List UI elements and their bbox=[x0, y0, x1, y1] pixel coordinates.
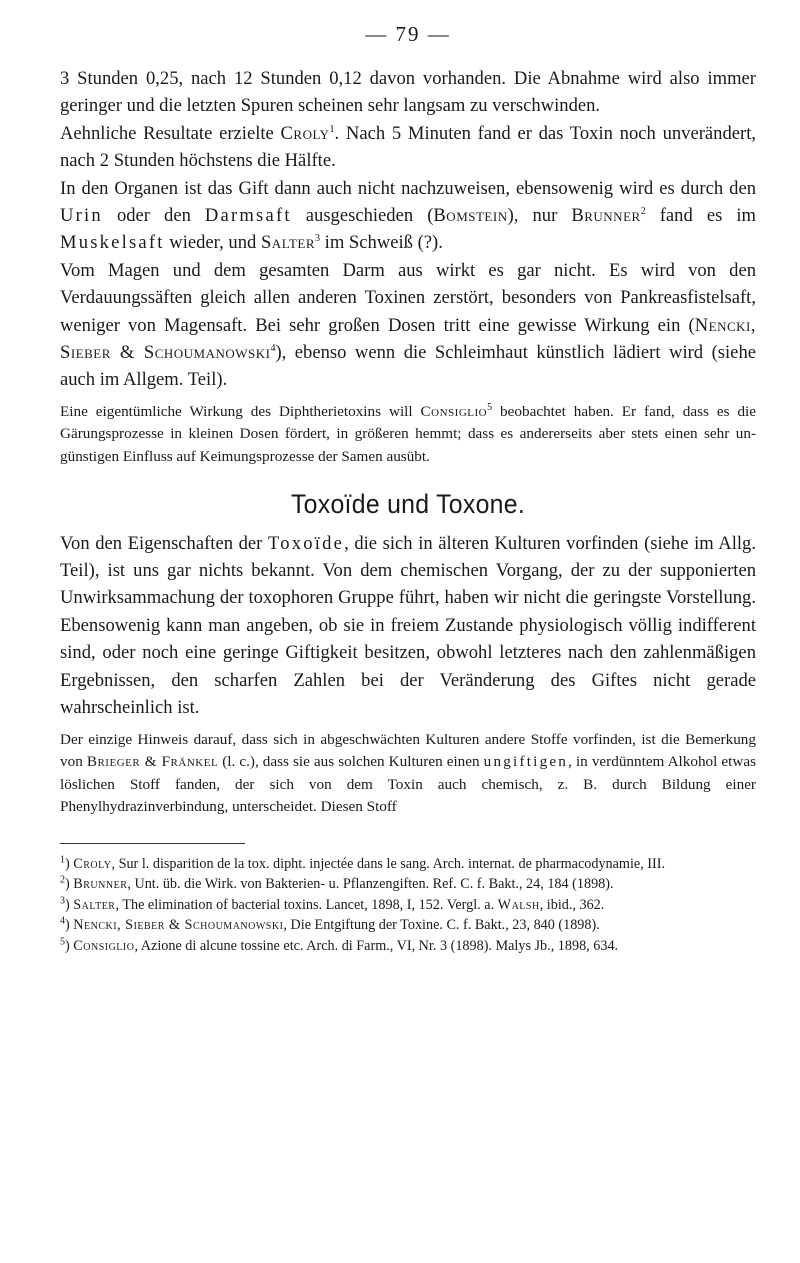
text: Vom Magen und dem gesamten Darm aus wirkt es gar nicht. Es wird von den Verdauungssäften gleich allen anderen Toxinen zerstört, besonders von Pankreasfistelsaft, weniger von Magensaft. Bei sehr großen Dosen tritt eine gewisse Wirkung ein ( bbox=[60, 259, 756, 336]
text: Eine eigentümliche Wirkung des Diphtherietoxins will bbox=[60, 402, 421, 420]
text: , in verdünntem Alkohol etwas löslichen Stoff fanden, der sich von dem Toxin auch chemisch, z. B. durch Bildung einer Phenylhydrazinverbindung, unterscheidet. Diesen Stoff bbox=[60, 753, 756, 816]
footnote-ref: 1 bbox=[329, 123, 335, 135]
footnote-number: 1 bbox=[60, 854, 65, 866]
author-name: Salter bbox=[73, 896, 116, 913]
text: (l. c.), dass sie aus solchen Kulturen einen bbox=[218, 753, 484, 771]
text: beobachtet haben. Er fand, dass es die Gärungsprozesse in kleinen Dosen fördert, in größeren hemmt; dass es andererseits aber stets einen sehr ungünstigen Einfluss auf Keimungsprozesse der Samen ausübt. bbox=[60, 402, 756, 466]
author-name: Consiglio bbox=[73, 937, 135, 954]
author-name: Croly bbox=[73, 855, 112, 872]
text: Der einzige Hinweis darauf, dass sich in abgeschwächten Kulturen andere Stoffe vorfinden, ist die Bemerkung von bbox=[60, 730, 756, 771]
paragraph-2 bbox=[60, 120, 756, 175]
emphasis: Toxoïde bbox=[267, 532, 345, 554]
text: ausgeschieden ( bbox=[291, 205, 434, 227]
text: ), ebenso wenn die Schleimhaut künstlich lädiert wird (siehe auch im Allgem. Teil). bbox=[60, 342, 756, 391]
footnote-text: , Die Entgiftung der Toxine. C. f. Bakt., 23, 840 (1898). bbox=[283, 917, 600, 934]
text: In den Organen ist das Gift dann auch nicht nachzuweisen, ebensowenig wird es durch den bbox=[60, 177, 756, 199]
small-paragraph-1 bbox=[60, 401, 756, 469]
author-name: Nencki, Sieber & Schoumanowski bbox=[60, 314, 756, 364]
footnote-number: 5 bbox=[60, 935, 65, 947]
footnote-number: 3 bbox=[60, 894, 65, 906]
footnote: $^2$) Brunner, Unt. üb. die Wirk. von Bakterien- u. Pflanzengiften. Ref. C. f. Bakt., 24, 184 (1898). bbox=[60, 874, 614, 893]
author-name: Consiglio bbox=[420, 402, 488, 420]
footnote-ref: 3 bbox=[315, 233, 320, 245]
author-name: Bomstein bbox=[433, 205, 508, 227]
footnote-text: , ibid., 362. bbox=[539, 896, 605, 913]
footnote-ref: 5 bbox=[487, 401, 493, 413]
author-name: Brieger & Fränkel bbox=[86, 753, 219, 771]
footnote: $^1$) Croly, Sur l. disparition de la tox. dipht. injectée dans le sang. Arch. internat. de pharmacodynamie, III. bbox=[60, 854, 666, 872]
footnote: $^3$) Salter, The elimination of bacterial toxins. Lancet, 1898, I, 152. Vergl. a. Walsh, ibid., 362. bbox=[60, 894, 605, 913]
footnote: $^5$) Consiglio, Azione di alcune tossine etc. Arch. di Farm., VI, Nr. 3 (1898). Malys Jb., 1898, 634. bbox=[60, 935, 619, 954]
author-name: Brunner bbox=[73, 876, 128, 893]
footnote-ref: 4 bbox=[270, 342, 276, 354]
text: , die sich in älteren Kulturen vorfinden (siehe im Allg. Teil), ist uns gar nichts bekannt. Von dem chemischen Vorgang, der zu der supponierten Unwirksammachung der toxophoren Gruppe führt, haben wir nicht die geringste Vorstellung. Ebensowenig kann man angeben, ob sie in freiem Zustande physiologisch völlig indifferent sind, oder noch eine geringe Giftigkeit besitzen, obwohl letzteres nach den zahlenmäßigen Ergebnissen, den scharfen Zahlen bei der Veränderung des Giftes nicht gerade wahrscheinlich ist. bbox=[60, 532, 757, 719]
paragraph-6 bbox=[60, 530, 756, 722]
footnote-divider bbox=[60, 843, 245, 844]
emphasis: Urin bbox=[60, 205, 103, 227]
footnote-ref: 2 bbox=[640, 205, 646, 217]
author-name: Nencki, Sieber & Schoumanowski bbox=[73, 917, 284, 934]
paragraph-1 bbox=[60, 65, 756, 120]
text: ), nur bbox=[507, 205, 572, 227]
small-paragraph-2 bbox=[60, 729, 756, 819]
footnote-text: , Azione di alcune tossine etc. Arch. di Farm., VI, Nr. 3 (1898). Malys Jb., 1898, 634. bbox=[134, 937, 619, 954]
author-name: Brunner bbox=[571, 205, 641, 227]
footnote-number: 2 bbox=[60, 874, 65, 886]
author-name: Walsh bbox=[497, 896, 540, 913]
author-name: Croly bbox=[280, 122, 330, 144]
page-number: — 79 — bbox=[365, 22, 451, 46]
footnote-text: , The elimination of bacterial toxins. Lancet, 1898, I, 152. Vergl. a. bbox=[115, 896, 498, 913]
footnote-number: 4 bbox=[60, 915, 65, 927]
text: . Nach 5 Minuten fand er das Toxin noch unverändert, nach 2 Stunden höchstens die Hälfte. bbox=[60, 122, 757, 172]
emphasis: Muskelsaft bbox=[60, 232, 165, 254]
footnote-text: , Sur l. disparition de la tox. dipht. injectée dans le sang. Arch. internat. de pharmacodynamie, III. bbox=[111, 855, 666, 872]
emphasis: ungiftigen bbox=[483, 753, 569, 771]
text: Von den Eigenschaften der bbox=[60, 532, 268, 554]
paragraph-4 bbox=[60, 257, 756, 394]
paragraph-3 bbox=[60, 175, 756, 257]
emphasis: Darmsaft bbox=[204, 205, 292, 227]
text: 3 Stunden 0,25, nach 12 Stunden 0,12 davon vorhanden. Die Abnahme wird also immer geringer und die letzten Spuren scheinen sehr langsam zu verschwinden. bbox=[60, 68, 756, 117]
section-heading: Toxoïde und Toxone. bbox=[290, 488, 526, 519]
footnotes bbox=[60, 854, 756, 956]
text: im Schweiß (?). bbox=[320, 232, 443, 254]
author-name: Salter bbox=[260, 232, 315, 254]
text: oder den bbox=[102, 205, 205, 227]
footnote-text: , Unt. üb. die Wirk. von Bakterien- u. Pflanzengiften. Ref. C. f. Bakt., 24, 184 (1898). bbox=[127, 876, 614, 893]
text: fand es im bbox=[645, 205, 756, 227]
text: wieder, und bbox=[164, 232, 261, 254]
footnote: $^4$) Nencki, Sieber & Schoumanowski, Die Entgiftung der Toxine. C. f. Bakt., 23, 840 (1898). bbox=[60, 915, 600, 934]
text: Aehnliche Resultate erzielte bbox=[60, 122, 281, 144]
